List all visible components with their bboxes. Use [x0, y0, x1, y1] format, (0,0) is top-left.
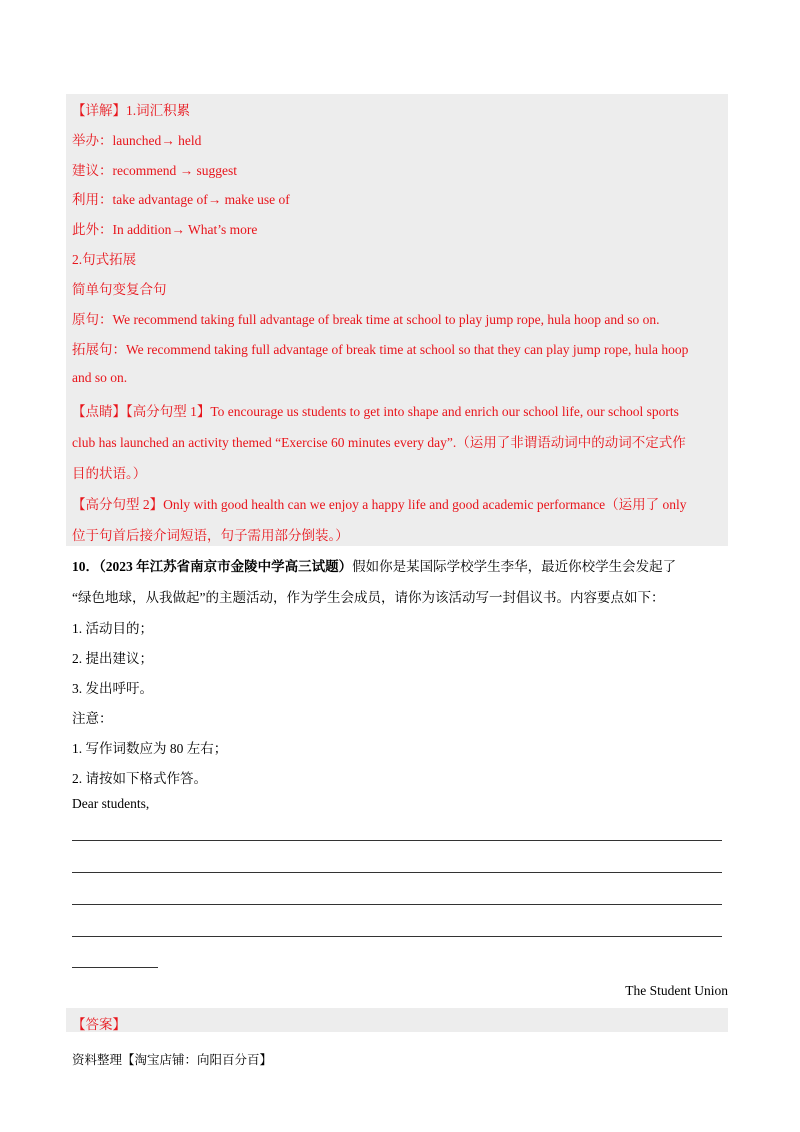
- explanation-line: 建议：recommend → suggest: [72, 163, 237, 178]
- explanation-line: club has launched an activity themed “Exercise 60 minutes every day”.（运用了非谓语动词中的动词不定式作: [72, 435, 686, 450]
- salutation: Dear students,: [72, 796, 150, 811]
- explanation-line: 此外：In addition→ What’s more: [72, 222, 258, 237]
- answer-label: 【答案】: [72, 1017, 126, 1032]
- explanation-line: and so on.: [72, 370, 128, 385]
- writing-line: [72, 872, 722, 873]
- explanation-line: 【高分句型 2】Only with good health can we enjoy a happy life and good academic performance（运用了 only: [72, 497, 687, 512]
- signature: The Student Union: [625, 983, 728, 998]
- notes-label: 注意：: [72, 711, 113, 726]
- note-item: 2. 请按如下格式作答。: [72, 771, 207, 786]
- content-point: 3. 发出呼吁。: [72, 681, 153, 696]
- answer-bar: [66, 1008, 728, 1032]
- explanation-line: 利用：take advantage of→ make use of: [72, 192, 290, 207]
- explanation-line: 2.句式拓展: [72, 252, 137, 267]
- explanation-line: 举办：launched→ held: [72, 133, 202, 148]
- question-prompt-start: 假如你是某国际学校学生李华，最近你校学生会发起了: [352, 559, 677, 574]
- note-item: 1. 写作词数应为 80 左右；: [72, 741, 228, 756]
- explanation-line: 目的状语。）: [72, 466, 147, 481]
- explanation-line: 原句：We recommend taking full advantage of break time at school to play jump rope, hula hoop and so on.: [72, 312, 660, 327]
- footer-note: 资料整理【淘宝店铺：向阳百分百】: [72, 1052, 273, 1067]
- explanation-line: 【详解】1.词汇积累: [72, 103, 191, 118]
- explanation-line: 简单句变复合句: [72, 282, 167, 297]
- question-prompt: “绿色地球，从我做起”的主题活动，作为学生会成员，请你为该活动写一封倡议书。内容要点如下：: [72, 590, 665, 605]
- explanation-line: 【点睛】【高分句型 1】To encourage us students to get into shape and enrich our school life, our school sports: [72, 404, 679, 419]
- question-header: [72, 555, 676, 575]
- question-source: （2023 年江苏省南京市金陵中学高三试题）: [99, 559, 353, 574]
- content-point: 1. 活动目的；: [72, 621, 153, 636]
- writing-line-short: [72, 967, 158, 968]
- writing-line: [72, 840, 722, 841]
- question-number: 10．: [72, 559, 99, 574]
- explanation-line: 拓展句：We recommend taking full advantage of break time at school so that they can play jump rope, hula hoop: [72, 342, 689, 357]
- content-point: 2. 提出建议；: [72, 651, 153, 666]
- writing-line: [72, 904, 722, 905]
- explanation-line: 位于句首后接介词短语，句子需用部分倒装。）: [72, 528, 349, 543]
- writing-line: [72, 936, 722, 937]
